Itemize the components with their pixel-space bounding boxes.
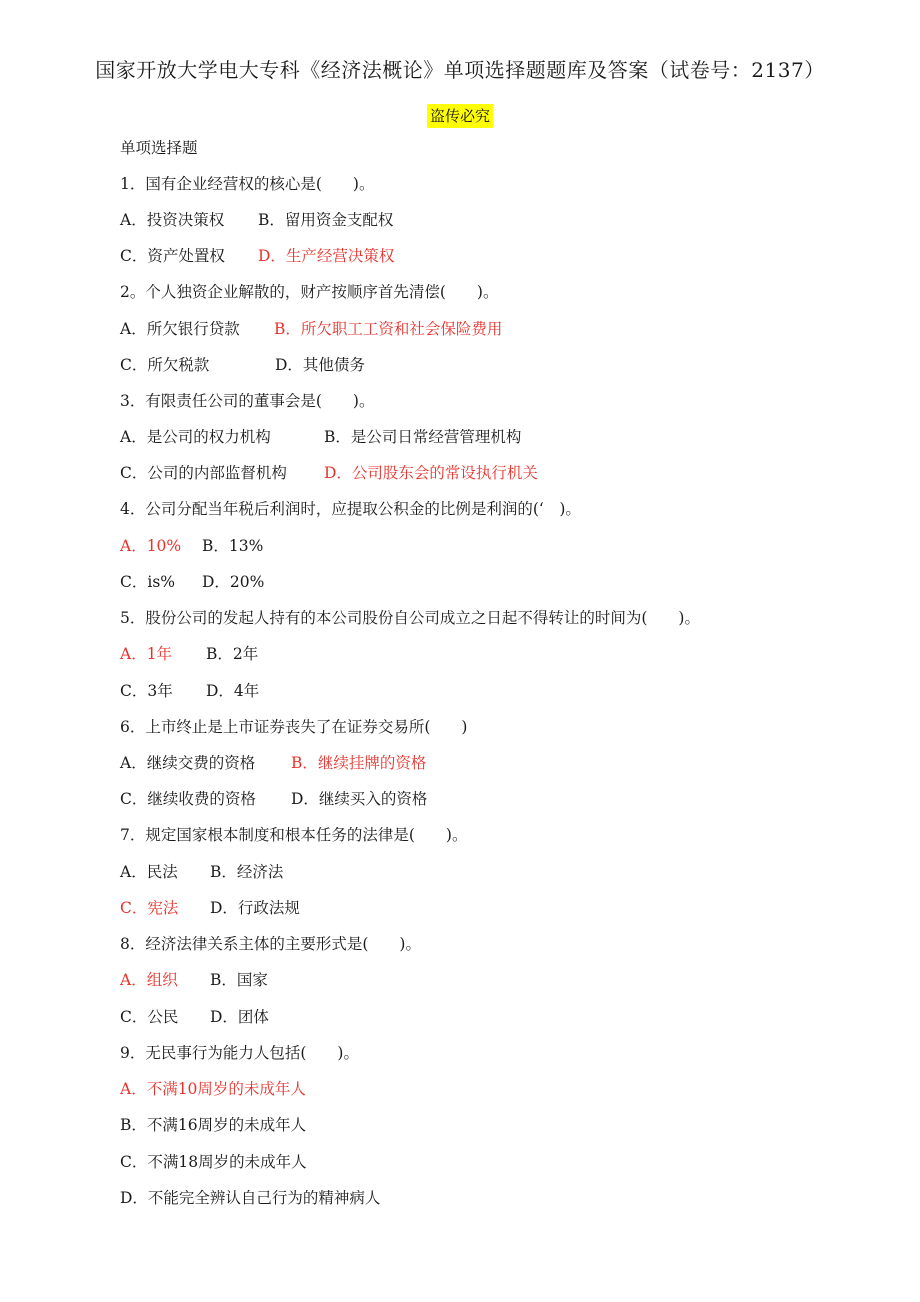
question-6-stem: 6．上市终止是上市证券丧失了在证券交易所( ) <box>120 718 468 736</box>
watermark-label: 盗传必究 <box>427 104 493 128</box>
option-b: B．国家 <box>210 971 268 989</box>
question-6-options-row-1 <box>120 752 426 774</box>
option-d-correct: D．公司股东会的常设执行机关 <box>324 464 538 482</box>
option-a: A．投资决策权 <box>120 211 225 229</box>
option-a-correct: A．不满10周岁的未成年人 <box>120 1080 306 1098</box>
option-d: D．20% <box>202 573 265 591</box>
question-4-stem: 4．公司分配当年税后利润时，应提取公积金的比例是利润的(‘ )。 <box>120 500 581 518</box>
question-9-stem: 9．无民事行为能力人包括( )。 <box>120 1044 359 1062</box>
question-7-stem: 7．规定国家根本制度和根本任务的法律是( )。 <box>120 826 468 844</box>
option-b: B．留用资金支配权 <box>258 211 394 229</box>
option-d: D．不能完全辨认自己行为的精神病人 <box>120 1189 381 1207</box>
option-d: D．4年 <box>206 682 260 700</box>
option-c-correct: C．宪法 <box>120 899 179 917</box>
question-3-stem: 3．有限责任公司的董事会是( )。 <box>120 392 375 410</box>
question-1-stem: 1．国有企业经营权的核心是( )。 <box>120 175 375 193</box>
option-d: D．其他债务 <box>275 356 365 374</box>
option-c: C．不满18周岁的未成年人 <box>120 1153 307 1171</box>
question-5-stem: 5．股份公司的发起人持有的本公司股份自公司成立之日起不得转让的时间为( )。 <box>120 609 700 627</box>
option-a: A．所欠银行贷款 <box>120 320 240 338</box>
question-2-options-row-2 <box>120 354 365 376</box>
option-a-correct: A．10% <box>120 537 182 555</box>
section-heading: 单项选择题 <box>120 139 198 157</box>
option-b-correct: B．继续挂牌的资格 <box>291 754 427 772</box>
option-d: D．团体 <box>210 1008 269 1026</box>
question-4-options-row-2 <box>120 571 264 593</box>
question-2-options-row-1 <box>120 318 502 340</box>
question-7-options-row-1 <box>120 861 283 883</box>
question-5-options-row-1 <box>120 643 258 665</box>
option-c: C．3年 <box>120 682 173 700</box>
option-d: D．行政法规 <box>210 899 300 917</box>
question-4-options-row-1 <box>120 535 263 557</box>
option-a-correct: A．组织 <box>120 971 178 989</box>
option-a: A．继续交费的资格 <box>120 754 256 772</box>
option-a: A．是公司的权力机构 <box>120 428 271 446</box>
question-1-options-row-2 <box>120 245 394 267</box>
question-7-options-row-2 <box>120 897 300 919</box>
option-c: C．继续收费的资格 <box>120 790 256 808</box>
option-a: A．民法 <box>120 863 178 881</box>
option-a-correct: A．1年 <box>120 645 173 663</box>
question-1-options-row-1 <box>120 209 393 231</box>
option-b: B．13% <box>202 537 264 555</box>
question-5-options-row-2 <box>120 680 259 702</box>
option-c: C．公民 <box>120 1008 179 1026</box>
question-3-options-row-1 <box>120 426 521 448</box>
question-8-options-row-2 <box>120 1006 269 1028</box>
option-c: C．所欠税款 <box>120 356 210 374</box>
watermark-row <box>0 104 920 128</box>
document-title: 国家开放大学电大专科《经济法概论》单项选择题题库及答案（试卷号：2137） <box>95 58 825 82</box>
option-c: C．公司的内部监督机构 <box>120 464 287 482</box>
option-c: C．is% <box>120 573 175 591</box>
question-3-options-row-2 <box>120 462 538 484</box>
option-b: B．是公司日常经营管理机构 <box>324 428 522 446</box>
option-b: B．不满16周岁的未成年人 <box>120 1116 307 1134</box>
question-8-options-row-1 <box>120 969 268 991</box>
option-c: C．资产处置权 <box>120 247 225 265</box>
question-2-stem: 2。个人独资企业解散的，财产按顺序首先清偿( )。 <box>120 283 499 301</box>
option-d-correct: D．生产经营决策权 <box>258 247 395 265</box>
option-b: B．经济法 <box>210 863 284 881</box>
question-8-stem: 8．经济法律关系主体的主要形式是( )。 <box>120 935 421 953</box>
option-d: D．继续买入的资格 <box>291 790 428 808</box>
option-b-correct: B．所欠职工工资和社会保险费用 <box>274 320 503 338</box>
question-6-options-row-2 <box>120 788 427 810</box>
option-b: B．2年 <box>206 645 259 663</box>
